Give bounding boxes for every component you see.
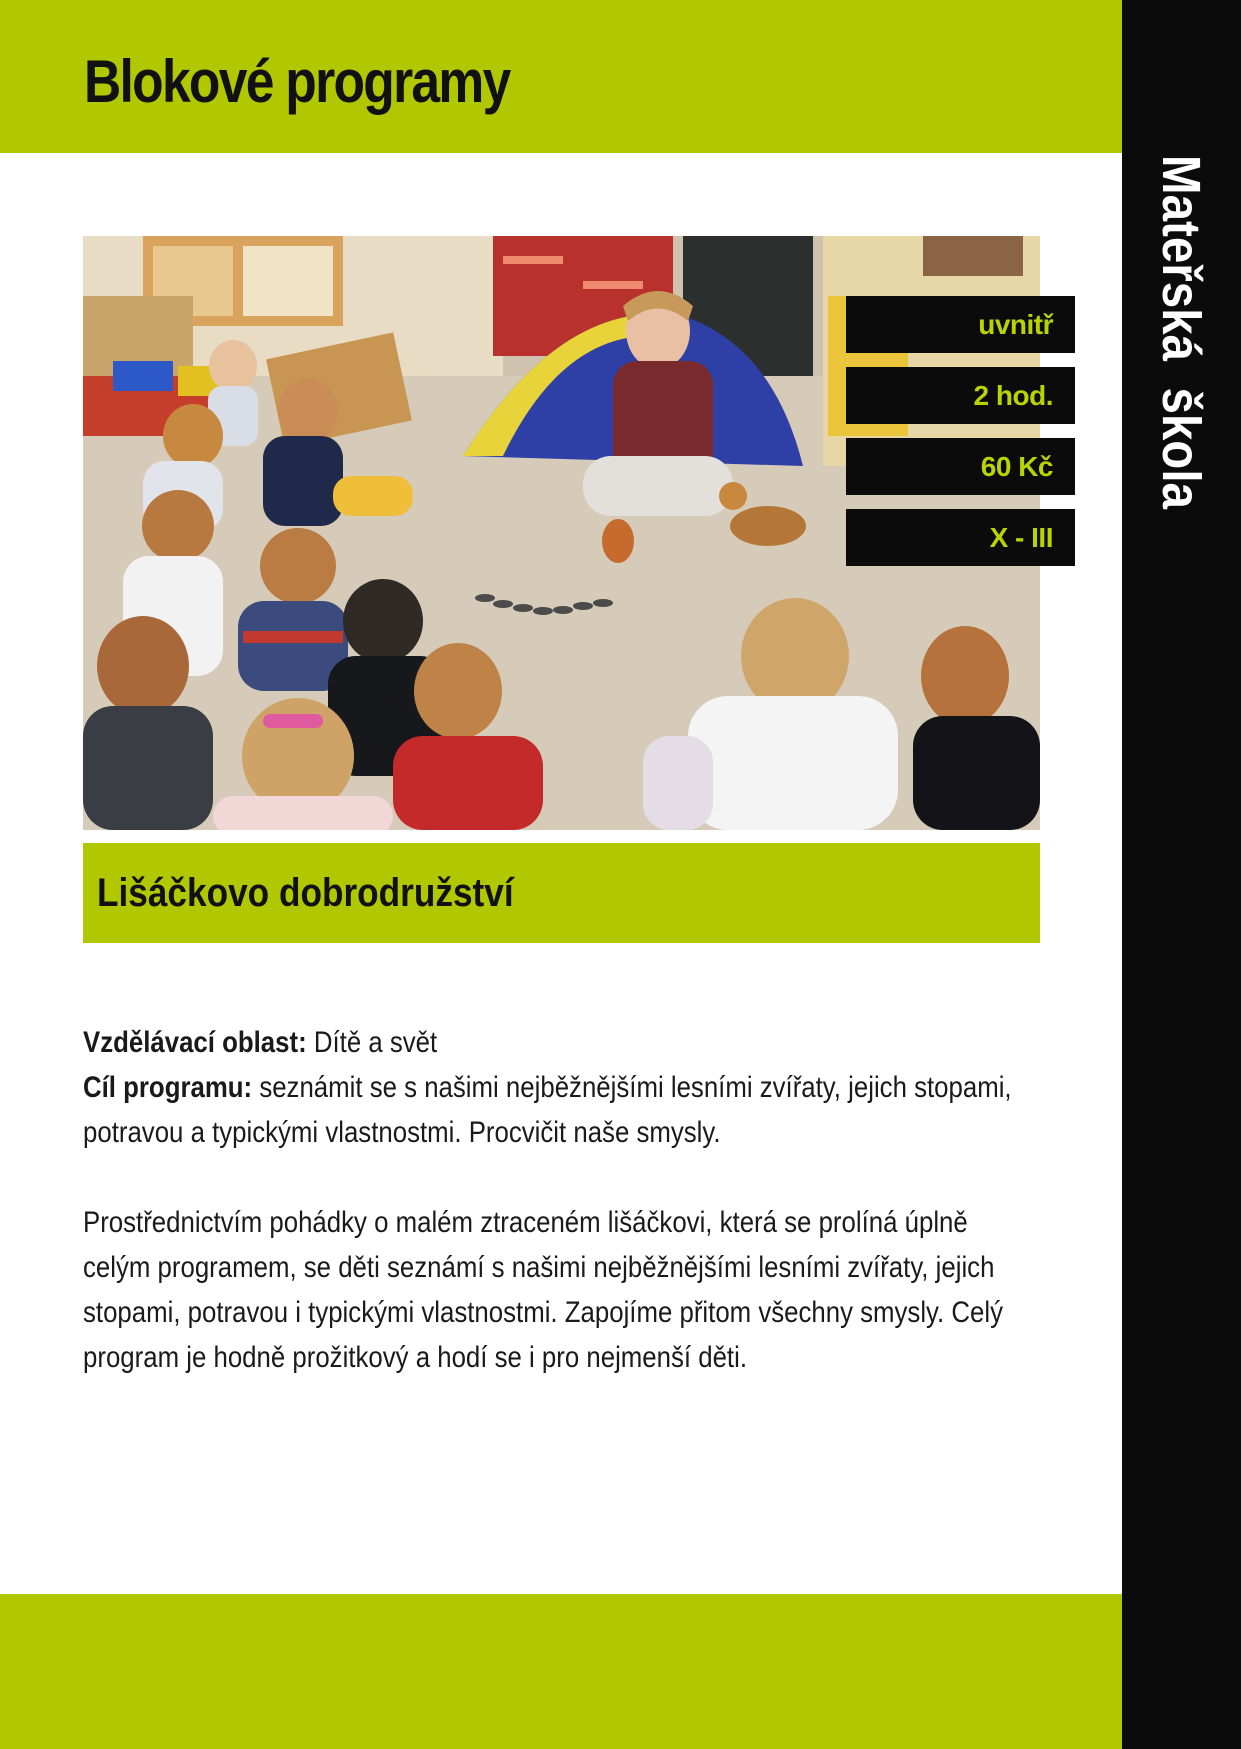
education-area-label: Vzdělávací oblast: [83,1026,307,1059]
page-title: Blokové programy [84,48,510,115]
duration-tag: 2 hod. [846,367,1075,424]
footer-band [0,1594,1122,1749]
program-goal [83,1065,1020,1155]
program-description [83,1020,1020,1380]
header-band [0,0,1122,153]
program-title-bar [83,843,1040,943]
price-tag: 60 Kč [846,438,1075,495]
program-goal-value: seznámit se s našimi nejběžnějšími lesními zvířaty, jejich stopami, potravou a typickými vlastnostmi. Procvičit naše smysly. [83,1071,1012,1149]
education-area [83,1020,1020,1065]
paragraph-spacer [83,1155,1020,1200]
season-tag: X - III [846,509,1075,566]
education-area-value: Dítě a svět [313,1026,438,1059]
program-description-text: Prostřednictvím pohádky o malém ztraceném lišáčkovi, která se prolíná úplně celým programem, se děti seznámí s našimi nejběžnějšími lesními zvířaty, jejich stopami, potravou i typickými vlastnostmi. Zapojíme přitom všechny smysly. Celý program je hodně prožitkový a hodí se i pro nejmenší děti. [83,1206,1003,1374]
program-goal-label: Cíl programu: [83,1071,253,1104]
program-title: Lišáčkovo dobrodružství [97,871,514,915]
sidebar-title: Mateřská škola [1151,155,1211,509]
location-tag: uvnitř [846,296,1075,353]
